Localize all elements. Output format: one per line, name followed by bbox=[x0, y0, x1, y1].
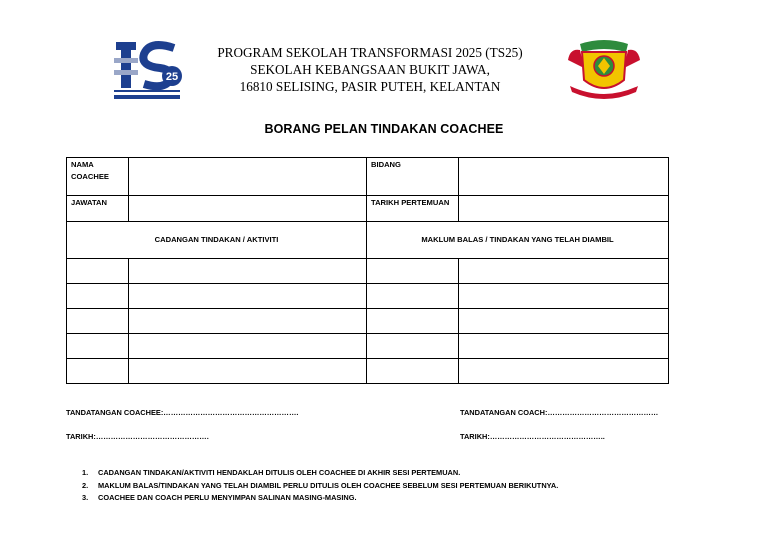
nama-coachee-label bbox=[67, 158, 129, 196]
maklum-balas-header bbox=[367, 222, 669, 259]
action-cell[interactable] bbox=[129, 359, 367, 384]
tarikh-pertemuan-field[interactable] bbox=[459, 196, 669, 222]
bidang-field[interactable] bbox=[459, 158, 669, 196]
form-title: BORANG PELAN TINDAKAN COACHEE bbox=[264, 122, 504, 136]
nama-coachee-field[interactable] bbox=[129, 158, 367, 196]
table-row bbox=[67, 259, 669, 284]
table-row bbox=[67, 222, 669, 259]
action-cell[interactable] bbox=[129, 309, 367, 334]
school-header bbox=[200, 44, 540, 95]
feedback-cell[interactable] bbox=[367, 359, 459, 384]
list-number: 1. bbox=[82, 468, 89, 477]
instructions-list bbox=[82, 467, 558, 505]
action-cell[interactable] bbox=[129, 334, 367, 359]
action-cell[interactable] bbox=[67, 334, 129, 359]
bidang-label bbox=[367, 158, 459, 196]
action-cell[interactable] bbox=[67, 359, 129, 384]
tarikh-pertemuan-label bbox=[367, 196, 459, 222]
list-item bbox=[82, 480, 558, 493]
feedback-cell[interactable] bbox=[459, 309, 669, 334]
feedback-cell[interactable] bbox=[367, 309, 459, 334]
table-row bbox=[67, 309, 669, 334]
school-name: SEKOLAH KEBANGSAAN BUKIT JAWA, bbox=[250, 62, 490, 77]
feedback-cell[interactable] bbox=[459, 284, 669, 309]
jawatan-field[interactable] bbox=[129, 196, 367, 222]
table-row bbox=[67, 196, 669, 222]
list-item bbox=[82, 467, 558, 480]
school-crest-icon bbox=[566, 38, 642, 100]
table-row bbox=[67, 284, 669, 309]
action-cell[interactable] bbox=[67, 284, 129, 309]
list-text: CADANGAN TINDAKAN/AKTIVITI HENDAKLAH DITULIS OLEH COACHEE DI AKHIR SESI PERTEMUAN. bbox=[98, 468, 461, 477]
action-cell[interactable] bbox=[67, 259, 129, 284]
feedback-cell[interactable] bbox=[459, 259, 669, 284]
label-text: JAWATAN bbox=[71, 198, 107, 207]
action-cell[interactable] bbox=[129, 284, 367, 309]
list-number: 2. bbox=[82, 480, 89, 490]
table-row bbox=[67, 334, 669, 359]
program-title: PROGRAM SEKOLAH TRANSFORMASI 2025 (TS25) bbox=[217, 45, 523, 60]
feedback-cell[interactable] bbox=[367, 284, 459, 309]
list-number: 3. bbox=[82, 493, 89, 502]
school-address: 16810 SELISING, PASIR PUTEH, KELANTAN bbox=[239, 79, 501, 94]
coach-date-line[interactable]: TARIKH:……………………………………….. bbox=[460, 432, 605, 441]
list-text: MAKLUM BALAS/TINDAKAN YANG TELAH DIAMBIL PERLU DITULIS OLEH COACHEE SEBELUM SESI PERTEMUAN BERIKUTNYA. bbox=[98, 480, 559, 490]
feedback-cell[interactable] bbox=[459, 334, 669, 359]
list-item bbox=[82, 492, 558, 505]
ts25-logo-icon bbox=[110, 40, 188, 102]
label-text: TARIKH PERTEMUAN bbox=[371, 198, 450, 207]
table-row bbox=[67, 359, 669, 384]
coach-signature-line[interactable]: TANDATANGAN COACH:……………………………………… bbox=[460, 408, 659, 417]
feedback-cell[interactable] bbox=[459, 359, 669, 384]
coachee-date-line[interactable]: TARIKH:………………………………………. bbox=[66, 432, 209, 441]
action-cell[interactable] bbox=[67, 309, 129, 334]
coachee-signature-line[interactable]: TANDATANGAN COACHEE:………………………………………………. bbox=[66, 408, 299, 417]
header-text: CADANGAN TINDAKAN / AKTIVITI bbox=[154, 235, 279, 244]
cadangan-tindakan-header bbox=[67, 222, 367, 259]
header-text: MAKLUM BALAS / TINDAKAN YANG TELAH DIAMBIL bbox=[421, 235, 614, 244]
coachee-action-plan-table bbox=[66, 157, 669, 384]
label-text: NAMA COACHEE bbox=[71, 160, 109, 181]
feedback-cell[interactable] bbox=[367, 259, 459, 284]
feedback-cell[interactable] bbox=[367, 334, 459, 359]
action-cell[interactable] bbox=[129, 259, 367, 284]
table-row bbox=[67, 158, 669, 196]
label-text: BIDANG bbox=[371, 160, 401, 169]
list-text: COACHEE DAN COACH PERLU MENYIMPAN SALINAN MASING-MASING. bbox=[98, 493, 357, 502]
jawatan-label bbox=[67, 196, 129, 222]
ts25-logo-number: 25 bbox=[165, 71, 179, 83]
